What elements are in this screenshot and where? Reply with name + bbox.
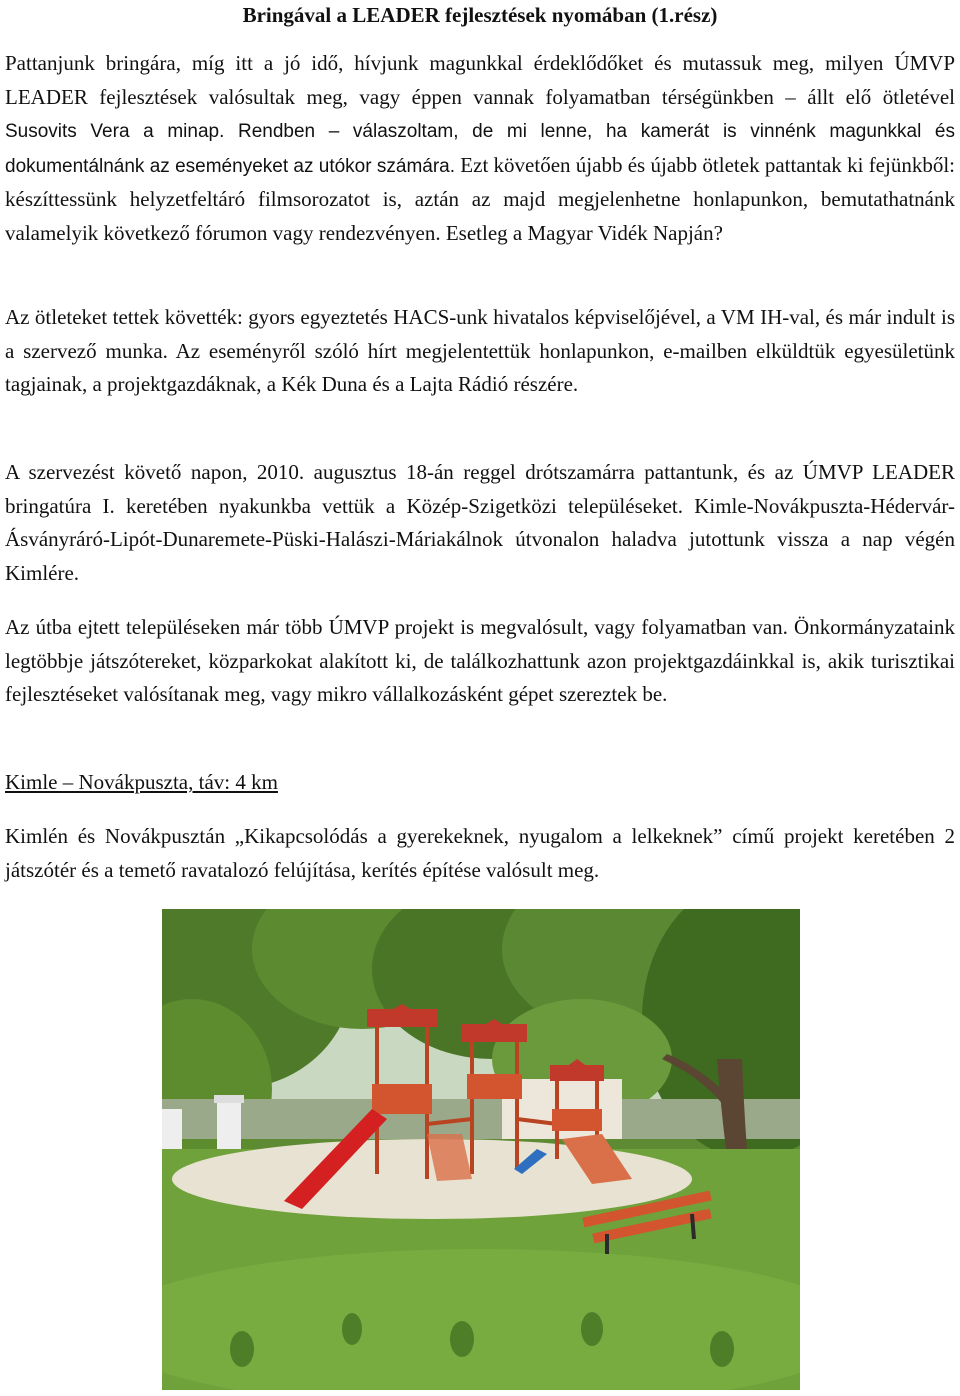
tour-paragraph: A szervezést követő napon, 2010. augusztus 18-án reggel drótszamárra pattantunk, és az ÚMVP LEADER bringatúra I. keretében nyakunkba vettük a Közép-Szigetközi településeket. Kimle-Novákpuszta-Hédervár-Ásványráró-Lipót-Dunaremete-Püski-Halászi-Máriakálnok útvonalon haladva jutottunk vissza a nap végén Kimlére.	[5, 460, 955, 585]
projects-paragraph: Az útba ejtett településeken már több ÚMVP projekt is megvalósult, vagy folyamatban van. Önkormányzataink legtöbbje játszótereket, közparkokat alakított ki, de találkozhattunk azon projektgazdáinkkal is, akik turisztikai fejlesztéseket valósítanak meg, vagy mikro vállalkozásként gépet szereztek be.	[5, 615, 955, 706]
kimle-paragraph: Kimlén és Novákpusztán „Kikapcsolódás a gyerekeknek, nyugalom a lelkeknek” című projekt keretében 2 játszótér és a temető ravatalozó felújítása, kerítés építése valósult meg.	[5, 824, 955, 882]
page-title: Bringával a LEADER fejlesztések nyomában (1.rész)	[242, 3, 718, 27]
intro-text-sans: Susovits Vera a minap. Rendben – válaszoltam, de mi lenne, ha kamerát is vinnénk magunkkal és dokumentálnánk az eseményeket az utókor számára.	[5, 121, 955, 177]
intro-text-start: Pattanjunk bringára, míg itt a jó idő, hívjunk magunkkal érdeklődőket és mutassuk meg, milyen ÚMVP LEADER fejlesztések valósultak meg, vagy éppen vannak folyamatban térségünkben – állt elő ötletével	[5, 51, 955, 109]
section-heading: Kimle – Novákpuszta, táv: 4 km	[5, 770, 278, 794]
playground-photo	[162, 909, 800, 1390]
intro-text-end: Ezt követően újabb és újabb ötletek pattantak ki fejünkből: készíttessünk helyzetfeltáró filmsorozatot is, aztán az majd megjelenhetne honlapunkon, bemutathatnánk valamelyik következő fórumon vagy rendezvényen. Esetleg a Magyar Vidék Napján?	[5, 152, 956, 245]
document-page	[5, 0, 956, 882]
organization-paragraph: Az ötleteket tettek követték: gyors egyeztetés HACS-unk hivatalos képviselőjével, a VM IH-val, és már indult is a szervező munka. Az eseményről szóló hírt megjelentettük honlapunkon, e-mailben elküldtük egyesületünk tagjainak, a projektgazdáknak, a Kék Duna és a Lajta Rádió részére.	[5, 305, 955, 396]
intro-paragraph	[5, 47, 955, 250]
